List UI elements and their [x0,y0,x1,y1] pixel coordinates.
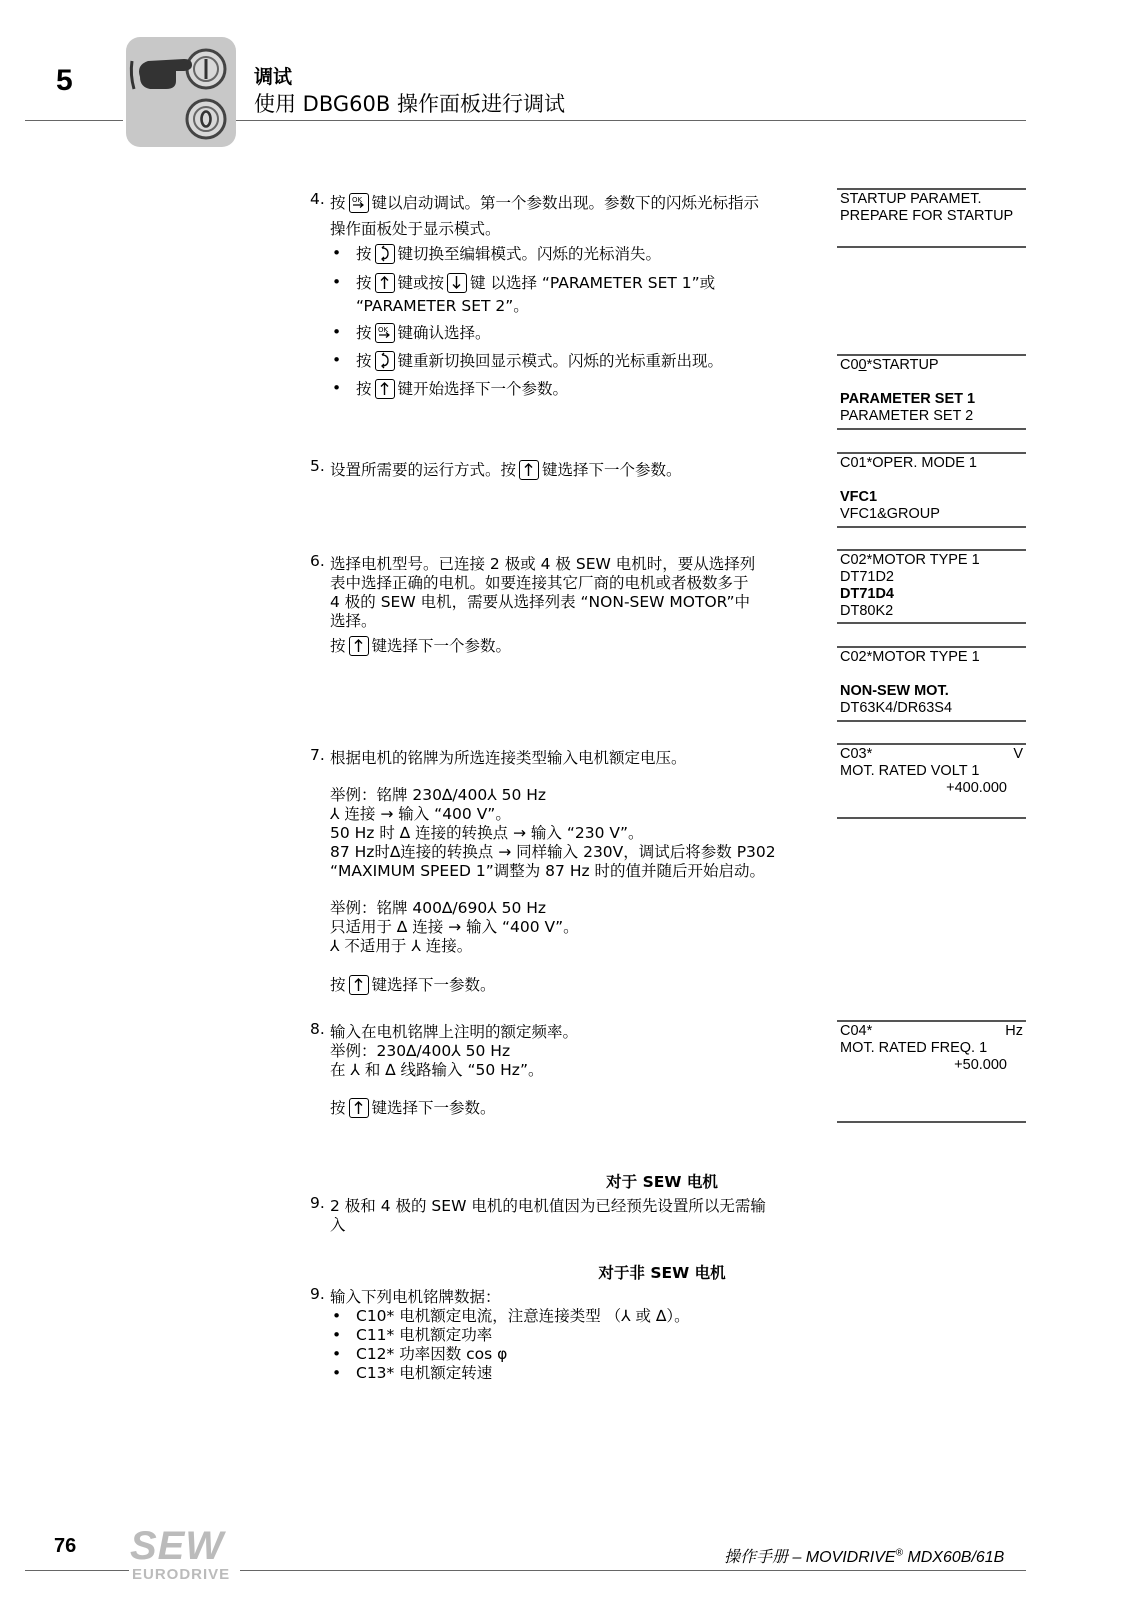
svg-text:OK: OK [377,326,388,334]
list-item: C12* 功率因数 cos φ [356,1345,508,1363]
display-line-selected: PARAMETER SET 1 [840,391,976,407]
display-panel-c04 [837,1020,1026,1123]
step4-bullet-2: 按 键或按 键 以选择 “PARAMETER SET 1”或 [356,274,716,292]
mode-switch-key-icon [375,244,395,264]
step7-line-5: 87 Hz时∆连接的转换点 → 同样输入 230V，调试后将参数 P302 [330,843,776,861]
step4-bullet-2-cont: “PARAMETER SET 2”。 [356,297,529,315]
display-panel-c02-sew [837,549,1026,624]
display-value: +400.000 [946,780,1007,796]
display-panel-startup [837,188,1026,248]
eurodrive-logo: EURODRIVE [132,1566,231,1583]
step7-line-9: ⅄ 不适用于 ⅄ 连接。 [330,937,473,955]
step9b-line-1: 输入下列电机铭牌数据： [330,1288,501,1306]
step-number: 8. [310,1020,325,1038]
step7-line-10: 按 键选择下一参数。 [330,976,496,994]
step-number: 6. [310,552,325,570]
document-title: 操作手册 – MOVIDRIVE® MDX60B/61B [724,1547,1005,1566]
display-line: DT71D2 [840,569,894,585]
step4-line-1: 按 OK 键以启动调试。第一个参数出现。参数下的闪烁光标指示 [330,194,760,212]
footer-rule-left [25,1570,129,1571]
footer-rule-right [240,1570,1026,1571]
step6-line-5: 按 键选择下一个参数。 [330,637,512,655]
sew-motor-heading: 对于 SEW 电机 [606,1173,718,1191]
page-number: 76 [54,1535,77,1557]
display-line: C02*MOTOR TYPE 1 [840,649,980,665]
display-value: +50.000 [954,1057,1007,1073]
step-number: 9. [310,1285,325,1303]
step8-line-4: 按 键选择下一参数。 [330,1099,496,1117]
step7-line-7: 举例：铭牌 400∆/690⅄ 50 Hz [330,899,547,917]
display-line-selected: VFC1 [840,489,878,505]
step6-line-4: 选择。 [330,612,377,630]
bullet: • [332,323,342,341]
mode-switch-key-icon [375,351,395,371]
step9a-line-2: 入 [330,1216,346,1234]
up-arrow-key-icon [375,379,395,399]
up-arrow-key-icon [375,273,395,293]
bullet: • [332,244,342,262]
display-panel-c01 [837,452,1026,528]
step6-line-1: 选择电机型号。已连接 2 极或 4 极 SEW 电机时，要从选择列 [330,555,756,573]
non-sew-motor-heading: 对于非 SEW 电机 [598,1264,726,1282]
step6-line-2: 表中选择正确的电机。如要连接其它厂商的电机或者极数多于 [330,574,749,592]
cursor-char: 0 [858,357,867,373]
display-line: C03* V [840,746,1023,762]
step4-bullet-1: 按 键切换至编辑模式。闪烁的光标消失。 [356,245,662,263]
bullet: • [332,1364,342,1382]
up-arrow-key-icon [349,636,369,656]
bullet: • [332,379,342,397]
step7-line-3: ⅄ 连接 → 输入 “400 V”。 [330,805,511,823]
display-line: VFC1&GROUP [840,506,940,522]
display-line: MOT. RATED VOLT 1 [840,763,980,779]
step7-line-8: 只适用于 ∆ 连接 → 输入 “400 V”。 [330,918,579,936]
up-arrow-key-icon [349,1098,369,1118]
step7-line-4: 50 Hz 时 ∆ 连接的转换点 → 输入 “230 V”。 [330,824,644,842]
step8-line-3: 在 ⅄ 和 ∆ 线路输入 “50 Hz”。 [330,1061,544,1079]
section-title: 调试 [254,66,293,88]
bullet: • [332,1345,342,1363]
display-line-selected: NON-SEW MOT. [840,683,949,699]
step4-bullet-5: 按 键开始选择下一个参数。 [356,380,569,398]
step-number: 5. [310,457,325,475]
ok-key-icon [349,193,369,213]
display-panel-c02-non-sew [837,646,1026,722]
display-line: STARTUP PARAMET. [840,191,982,207]
up-arrow-key-icon [519,460,539,480]
step4-bullet-3: 按 OK 键确认选择。 [356,324,491,342]
header-rule-right [233,120,1026,121]
step-number: 4. [310,190,325,208]
bullet: • [332,1326,342,1344]
display-line: DT80K2 [840,603,894,619]
step8-line-2: 举例：230∆/400⅄ 50 Hz [330,1042,511,1060]
display-line: C01*OPER. MODE 1 [840,455,977,471]
bullet: • [332,351,342,369]
header-rule-left [25,120,123,121]
section-subtitle: 使用 DBG60B 操作面板进行调试 [254,92,565,116]
ok-key-icon [375,323,395,343]
display-line: PREPARE FOR STARTUP [840,208,1014,224]
display-line: PARAMETER SET 2 [840,408,974,424]
display-panel-c00 [837,354,1026,430]
display-line: C04* Hz [840,1023,1023,1039]
step-number: 9. [310,1194,325,1212]
step-number: 7. [310,746,325,764]
step5-line-1: 设置所需要的运行方式。按 键选择下一个参数。 [330,461,682,479]
step9a-line-1: 2 极和 4 极的 SEW 电机的电机值因为已经预先设置所以无需输 [330,1197,766,1215]
display-line: C00*STARTUP [840,357,939,373]
step7-line-2: 举例：铭牌 230∆/400⅄ 50 Hz [330,786,547,804]
display-line: C02*MOTOR TYPE 1 [840,552,980,568]
chapter-number: 5 [56,64,73,97]
unit-label: Hz [1005,1023,1023,1039]
display-line: DT63K4/DR63S4 [840,700,953,716]
unit-label: V [1013,746,1023,762]
startup-hand-icon [126,37,236,147]
svg-text:OK: OK [351,196,362,204]
step8-line-1: 输入在电机铭牌上注明的额定频率。 [330,1023,579,1041]
bullet: • [332,273,342,291]
down-arrow-key-icon [447,273,467,293]
step7-line-6: “MAXIMUM SPEED 1”调整为 87 Hz 时的值并随后开始启动。 [330,862,766,880]
bullet: • [332,1307,342,1325]
step7-line-1: 根据电机的铭牌为所选连接类型输入电机额定电压。 [330,749,687,767]
up-arrow-key-icon [349,975,369,995]
step6-line-3: 4 极的 SEW 电机，需要从选择列表 “NON-SEW MOTOR”中 [330,593,750,611]
list-item: C11* 电机额定功率 [356,1326,493,1344]
sew-logo: SEW [130,1524,225,1568]
step4-line-2: 操作面板处于显示模式。 [330,220,501,238]
list-item: C13* 电机额定转速 [356,1364,493,1382]
list-item: C10* 电机额定电流，注意连接类型 （⅄ 或 ∆）。 [356,1307,690,1325]
display-line-selected: DT71D4 [840,586,894,602]
display-line: MOT. RATED FREQ. 1 [840,1040,988,1056]
step4-bullet-4: 按 键重新切换回显示模式。闪烁的光标重新出现。 [356,352,724,370]
display-panel-c03 [837,743,1026,819]
